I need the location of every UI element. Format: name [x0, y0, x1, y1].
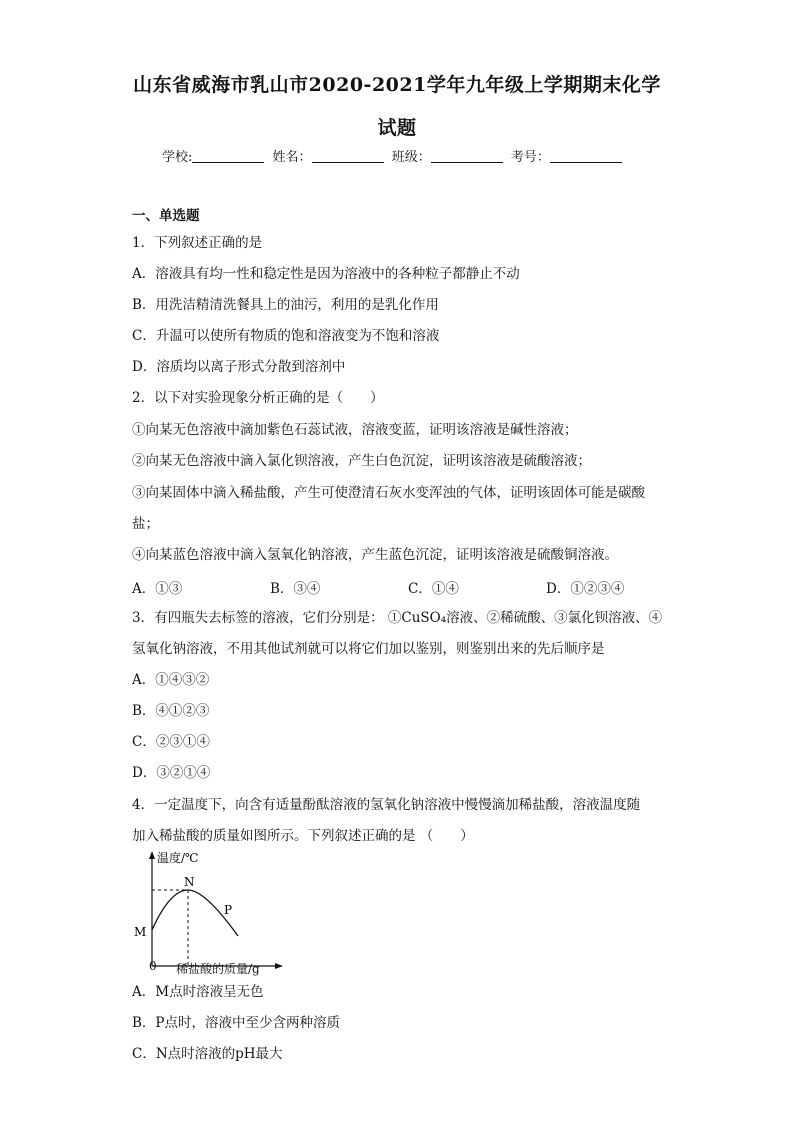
q2-stem: 2．以下对实验现象分析正确的是（ ）: [132, 390, 384, 406]
point-p-label: P: [224, 903, 233, 917]
q2-statement-2: ②向某无色溶液中滴入氯化钡溶液，产生白色沉淀，证明该溶液是硫酸溶液；: [132, 453, 591, 469]
q2-option-d: D．①②③④: [546, 581, 625, 597]
class-blank[interactable]: [431, 150, 503, 163]
q1-option-a: A．溶液具有均一性和稳定性是因为溶液中的各种粒子都静止不动: [132, 266, 520, 282]
point-n-label: N: [184, 875, 195, 889]
q1-option-c: C．升温可以使所有物质的饱和溶液变为不饱和溶液: [132, 328, 440, 344]
school-blank[interactable]: [192, 150, 264, 163]
y-axis-arrow: [149, 851, 155, 859]
exam-no-blank[interactable]: [550, 150, 622, 163]
q2-statement-3a: ③向某固体中滴入稀盐酸，产生可使澄清石灰水变浑浊的气体，证明该固体可能是碳酸: [132, 485, 645, 501]
q3-option-c: C．②③①④: [132, 734, 210, 750]
q2-option-c: C．①④: [408, 581, 459, 597]
exam-title-line1: 山东省威海市乳山市2020-2021学年九年级上学期期末化学: [133, 74, 661, 96]
q3-option-d: D．③②①④: [132, 765, 211, 781]
name-blank[interactable]: [312, 150, 384, 163]
q2-option-b: B．③④: [270, 581, 321, 597]
q2-options-row: [132, 577, 652, 597]
q4-option-c: C．N点时溶液的pH最大: [132, 1046, 283, 1062]
q2-statement-1: ①向某无色溶液中滴加紫色石蕊试液，溶液变蓝，证明该溶液是碱性溶液；: [132, 422, 578, 438]
section-title: 一、单选题: [132, 208, 200, 224]
student-info-row: [162, 146, 626, 165]
q1-option-d: D．溶质均以离子形式分散到溶剂中: [132, 359, 346, 375]
graph-xlabel: 稀盐酸的质量/g: [176, 962, 260, 976]
q2-statement-4: ④向某蓝色溶液中滴入氢氧化钠溶液，产生蓝色沉淀，证明该溶液是硫酸铜溶液。: [132, 547, 618, 563]
graph-ylabel: 温度/℃: [157, 851, 199, 865]
q3-stem-line2: 氢氧化钠溶液，不用其他试剂就可以将它们加以鉴别，则鉴别出来的先后顺序是: [132, 641, 605, 657]
q3-option-a: A．①④③②: [132, 672, 210, 688]
school-label: 学校:: [162, 150, 193, 165]
point-m-label: M: [134, 925, 147, 939]
exam-title-line2: 试题: [377, 117, 417, 139]
q2-statement-3b: 盐；: [132, 516, 159, 532]
q4-option-b: B．P点时，溶液中至少含两种溶质: [132, 1015, 341, 1031]
name-label: 姓名：: [272, 150, 312, 165]
class-label: 班级：: [391, 150, 431, 165]
q1-option-b: B．用洗洁精清洗餐具上的油污，利用的是乳化作用: [132, 297, 439, 313]
exam-no-label: 考号：: [510, 150, 550, 165]
q4-option-a: A．M点时溶液呈无色: [132, 984, 264, 1000]
q4-stem-line1: 4．一定温度下，向含有适量酚酞溶液的氢氧化钠溶液中慢慢滴加稀盐酸，溶液温度随: [132, 797, 641, 813]
q1-stem: 1．下列叙述正确的是: [132, 235, 263, 251]
q3-stem-line1: 3．有四瓶失去标签的溶液，它们分别是： ①CuSO₄溶液、②稀硫酸、③氯化钡溶液、④: [132, 610, 663, 626]
q2-option-a: A．①③: [132, 581, 183, 597]
graph-origin: 0: [149, 959, 157, 973]
x-axis-arrow: [275, 963, 283, 969]
q3-option-b: B．④①②③: [132, 703, 210, 719]
q4-stem-line2: 加入稀盐酸的质量如图所示。下列叙述正确的是 （ ）: [132, 828, 474, 844]
